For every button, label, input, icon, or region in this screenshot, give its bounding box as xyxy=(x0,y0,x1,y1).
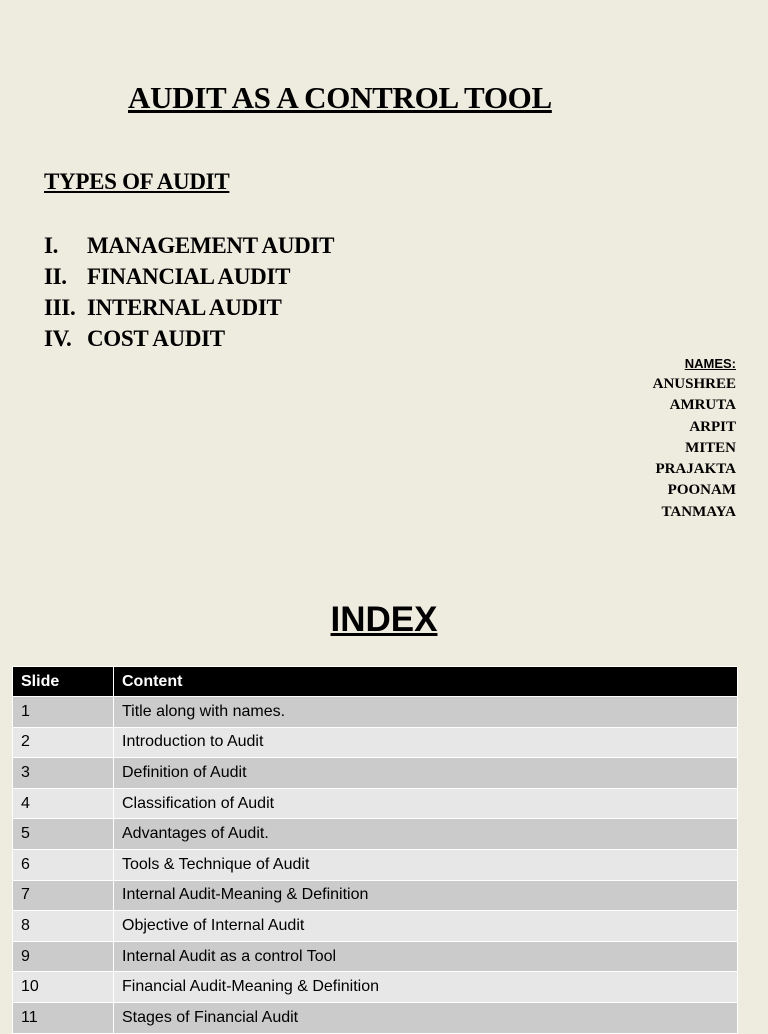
slide-number-cell: 2 xyxy=(13,727,114,758)
page-title: AUDIT AS A CONTROL TOOL xyxy=(128,80,552,115)
slide-number-cell: 8 xyxy=(13,911,114,942)
index-table xyxy=(12,666,738,1034)
content-cell: Internal Audit as a control Tool xyxy=(114,941,738,972)
list-item xyxy=(44,261,334,292)
list-item xyxy=(44,292,334,323)
slide-number-cell: 6 xyxy=(13,849,114,880)
content-cell: Classification of Audit xyxy=(114,788,738,819)
slide-number-cell: 4 xyxy=(13,788,114,819)
list-label: FINANCIAL AUDIT xyxy=(87,264,291,289)
content-cell: Objective of Internal Audit xyxy=(114,911,738,942)
slide-number-cell: 5 xyxy=(13,819,114,850)
slide-number-cell: 3 xyxy=(13,758,114,789)
slide-number-cell: 9 xyxy=(13,941,114,972)
table-row xyxy=(13,819,738,850)
slide-number-cell: 11 xyxy=(13,1002,114,1033)
list-label: MANAGEMENT AUDIT xyxy=(87,233,335,258)
table-row xyxy=(13,880,738,911)
index-title: INDEX xyxy=(330,600,438,639)
table-row xyxy=(13,697,738,728)
slide-number-cell: 10 xyxy=(13,972,114,1003)
table-row xyxy=(13,758,738,789)
names-list xyxy=(653,374,736,523)
list-number: II. xyxy=(44,264,67,289)
content-cell: Financial Audit-Meaning & Definition xyxy=(114,972,738,1003)
table-row xyxy=(13,849,738,880)
list-item xyxy=(44,323,334,354)
audit-types-list xyxy=(44,230,334,354)
list-number: III. xyxy=(44,295,76,320)
table-row xyxy=(13,788,738,819)
list-item xyxy=(44,230,334,261)
table-header-row xyxy=(13,667,738,697)
table-row xyxy=(13,1002,738,1033)
column-header-content: Content xyxy=(114,667,738,697)
slide-number-cell: 7 xyxy=(13,880,114,911)
index-table-body xyxy=(13,697,738,1034)
name-item: ANUSHREE xyxy=(652,376,736,392)
names-heading: NAMES: xyxy=(684,356,736,371)
content-cell: Title along with names. xyxy=(114,697,738,728)
slide-number-cell: 1 xyxy=(13,697,114,728)
names-block xyxy=(653,354,736,523)
content-cell: Introduction to Audit xyxy=(114,727,738,758)
column-header-slide: Slide xyxy=(13,667,114,697)
name-item: AMRUTA xyxy=(669,397,736,414)
content-cell: Tools & Technique of Audit xyxy=(114,849,738,880)
name-item: PRAJAKTA xyxy=(655,461,736,478)
content-cell: Stages of Financial Audit xyxy=(114,1002,738,1033)
list-number: IV. xyxy=(44,326,72,351)
table-row xyxy=(13,727,738,758)
table-row xyxy=(13,911,738,942)
name-item: POONAM xyxy=(667,482,736,499)
name-item: ARPIT xyxy=(689,418,736,435)
content-cell: Advantages of Audit. xyxy=(114,819,738,850)
list-label: COST AUDIT xyxy=(87,326,225,351)
name-item: MITEN xyxy=(685,439,736,456)
list-number: I. xyxy=(44,233,59,258)
table-row xyxy=(13,972,738,1003)
content-cell: Internal Audit-Meaning & Definition xyxy=(114,880,738,911)
table-row xyxy=(13,941,738,972)
name-item: TANMAYA xyxy=(661,503,736,520)
types-heading: TYPES OF AUDIT xyxy=(44,169,230,194)
list-label: INTERNAL AUDIT xyxy=(87,295,282,320)
content-cell: Definition of Audit xyxy=(114,758,738,789)
